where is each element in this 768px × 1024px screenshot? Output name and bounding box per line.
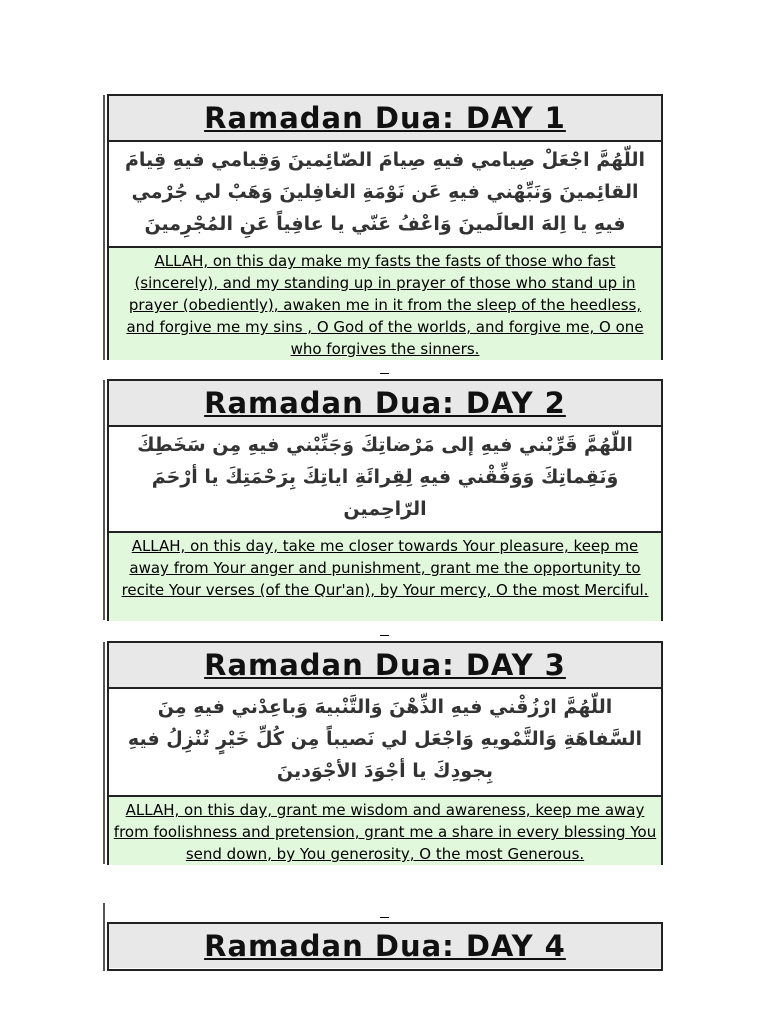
dua-card-day-3: [107, 641, 663, 865]
separator-mark: [380, 917, 389, 918]
dua-title-bar: [109, 381, 661, 427]
dua-card-day-1: [107, 94, 663, 360]
separator-mark: [380, 635, 389, 636]
dua-title: Ramadan Dua: DAY 1: [204, 101, 566, 135]
page-left-rule: [103, 380, 105, 620]
page-left-rule: [103, 642, 105, 864]
arabic-dua-text: اللّهُمَّ قَرِّبْني فيهِ إلى مَرْضاتِكَ وَجَنِّبْني فيهِ مِن سَخَطِكَ وَنَقِماتِكَ وَوَفِّقْني فيهِ لِقِرائَةِ اياتِكَ بِرَحْمَتِكَ يا أرْحَمَ الرّاحِمين: [109, 427, 661, 533]
dua-card-day-4: [107, 922, 663, 971]
arabic-dua-text: اللّهُمَّ اجْعَلْ صِيامي فيهِ صِيامَ الصّائِمينَ وَقِيامي فيهِ قِيامَ القائِمينَ وَنَبِّهْني فيهِ عَن نَوْمَةِ الغافِلينَ وَهَبْ لي جُرْمي فيهِ يا اِلهَ العالَمينَ وَاعْفُ عَنّي يا عافِياً عَنِ المُجْرِمينَ: [109, 142, 661, 248]
english-translation: ALLAH, on this day, grant me wisdom and awareness, keep me away from foolishness and pretension, grant me a share in every blessing You send down, by You generosity, O the most Generous.: [109, 797, 661, 865]
separator-mark: [380, 373, 389, 374]
arabic-dua-text: اللّهُمَّ ارْزُقْني فيهِ الذِّهْنَ وَالتَّنْبيهَ وَباعِدْني فيهِ مِنَ السَّفاهَةِ وَالتَّمْويهِ وَاجْعَل لي نَصيباً مِن كُلِّ خَيْرٍ تُنْزِلُ فيهِ بِجودِكَ يا أجْوَدَ الأجْوَدينَ: [109, 689, 661, 797]
dua-card-day-2: [107, 379, 663, 621]
dua-title-bar: [109, 924, 661, 968]
dua-title-bar: [109, 643, 661, 689]
dua-title-bar: [109, 96, 661, 142]
page-left-rule: [103, 95, 105, 360]
dua-title: Ramadan Dua: DAY 4: [204, 929, 566, 963]
dua-title: Ramadan Dua: DAY 3: [204, 648, 566, 682]
english-translation: ALLAH, on this day, take me closer towards Your pleasure, keep me away from Your anger and punishment, grant me the opportunity to recite Your verses (of the Qur'an), by Your mercy, O the most Merciful.: [109, 533, 661, 621]
english-translation: ALLAH, on this day make my fasts the fasts of those who fast (sincerely), and my standing up in prayer of those who stand up in prayer (obediently), awaken me in it from the sleep of the heedless, and forgive me my sins , O God of the worlds, and forgive me, O one who forgives the sinners.: [109, 248, 661, 360]
dua-title: Ramadan Dua: DAY 2: [204, 386, 566, 420]
page-left-rule: [103, 903, 105, 971]
